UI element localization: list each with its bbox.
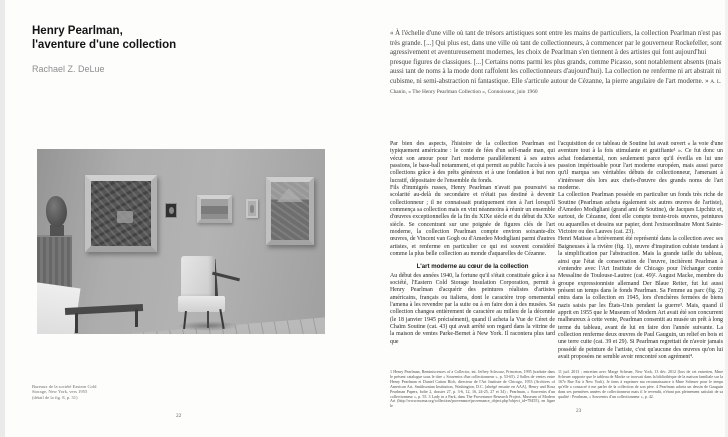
gallery-photo (37, 149, 325, 334)
bench-leg (75, 313, 78, 333)
epigraph-attribution: A. L. Chanin, « The Henry Pearlman Collection », Connoisseur, juin 1960 (390, 78, 722, 95)
chapter-title (32, 24, 332, 52)
armchair-seat (178, 296, 225, 312)
chapter-title-line2: l'aventure d'une collection (32, 39, 177, 51)
page-number-left: 22 (176, 413, 182, 419)
painting-large-left (85, 175, 157, 252)
painting-large-right (266, 177, 314, 245)
author-name: Rachael Z. DeLue (32, 64, 105, 74)
paragraph: La collection Pearlman possède en particulier un fonds très riche de Soutine (Pearlman acheta également six autres œuvres de l'artiste), d'Amedeo Modigliani (grand ami de Soutine), de Jacques Lipchitz et, surtout, de Cézanne, dont elle compte trente-trois œuvres, peintures ou aquarelles et dessins sur papier, dont l'extraordinaire Mont Sainte-Victoire ou des Lauves (cat. 23). (558, 192, 723, 236)
text-column-2 (558, 141, 723, 361)
painting-medium-center (197, 195, 232, 223)
armchair-leg (207, 311, 209, 328)
photo-caption-line1: Bureaux de la société Eastern Cold (32, 384, 97, 389)
epigraph-text: « À l'échelle d'une ville où tant de trésors artistiques sont entre les mains de particuliers, la collection Pearlman n'est pas très grande. [...] Qui plus est, dans une ville où tant de collectionneurs, à commencer par le gouverneur Rockefeller, sont agressivement et aventureusement modernes, les choix de Pearlman s'en tiennent à des artistes qui font aujourd'hui presque figures de classiques. [...] Certains noms parmi les plus grands, comme Picasso, sont notablement absents (mais aussi tant de noms à la mode dont raffolent les collectionneurs d'aujourd'hui). La collection ne renferme ni art abstrait ni cubisme, ni semi-abstraction ni fantastique. Elle s'articule autour de Cézanne, la pierre angulaire de l'art moderne. » (390, 30, 722, 85)
painting-detail (250, 205, 254, 213)
photo-caption-line3: (détail de la fig. 8, p. 31) (32, 394, 78, 400)
armchair-backrest (181, 256, 215, 300)
epigraph (390, 29, 723, 98)
section-heading: L'art moderne au cœur de la collection (416, 262, 529, 270)
footnotes-column-1: 1 Henry Pearlman, Reminiscences of a Collector, int. Jeffrey Schwarz, Princeton, 1995 (traduite dans le présent catalogue sous le titre « Souvenirs d'un collectionneur », p. 53-65). 2 Salles de ventes entre Henry Pearlman et Daniel Catton Rich, directeur de l'Art Institute de Chicago, 1953 (Archives of American Art, Smithsonian Institution, Washington, D.C. [abrégé ensuite en AAA], Henry and Rosa Pearlman Papers, boîte 2, dossier 27, p. 3-6, 12, 16, 24-25, 27 et 34) ; Pearlman, « Souvenirs d'un collectionneur », p. 55. 3 Lady in a Park, dans The Provenance Research Project, Museum of Modern Art (http://www.moma.org/collection/provenance/provenance_object.php?object_id=78455), en ligne le (390, 369, 555, 409)
painting-canvas (201, 199, 228, 219)
page-number-right: 23 (576, 408, 582, 414)
painting-small-dark (165, 203, 177, 218)
painting-detail (117, 211, 133, 223)
photo-caption-line2: Storage, New York, vers 1955 (32, 389, 88, 395)
bench-leg (135, 309, 138, 327)
footnotes-column-2: 11 juil. 2013 ; entretien avec Marge Scheuer, New York, 13 déc. 2012 (lors de cet entretien, Mme Scheuer rapporte que le tableau de Macke se trouvait dans la bibliothèque de la maison familiale sur la 167e Rue Est à New York). Je tiens à exprimer ma reconnaissance à Mme Scheuer pour le temps qu'elle a consacré à me parler de la collection de son père. 4 Pearlman acheta un dessin de Gauguin dans ses premières années de collectionneur mais il le revendit, n'étant pas pleinement satisfait de sa qualité : Pearlman, « Souvenirs d'un collectionneur », p. 42. (558, 369, 723, 399)
chapter-title-line1: Henry Pearlman, (32, 25, 123, 37)
paragraph: Henri Matisse a brièvement été représenté dans la collection avec ses Baigneuses à la rivière (fig. 1), œuvre d'inspiration cubiste tendant à la simplification par l'abstraction. Mais la grande taille du tableau, ainsi que l'état de conservation de l'œuvre, incitèrent Pearlman à s'entendre avec l'Art Institute de Chicago pour l'échanger contre Messaline de Toulouse-Lautrec (cat. 49)². August Macke, membre du groupe expressionniste allemand Der Blaue Reiter, fut lui aussi présent un temps dans le fonds Pearlman. Sa Femme au parc (fig. 2) entra dans la collection en 1945, lors d'enchères fermées de biens nazis saisis par les États-Unis pendant la guerre³. Mais, quand il apprit en 1955 que le Museum of Modern Art avait été son concurrent malheureux à cette vente, Pearlman consentit au musée un prêt à long terme du tableau, avant de lui en faire don l'année suivante. La collection renferme deux œuvres de Paul Gauguin, un relief en bois et une terre cuite (cat. 39 et 29). Si Pearlman regrettait de n'avoir jamais possédé de peinture de l'artiste, c'est qu'aucune des œuvres qu'on lui avait proposées ne semble avoir rencontré son agrément⁴. (558, 236, 723, 360)
paragraph: l'acquisition de ce tableau de Soutine lui avait ouvert « la voie d'une aventure tout à la fois stimulante et gratifiante¹ ». Ce fut donc un achat fondamental, non seulement parce qu'il éveilla en lui une passion impérissable pour l'art moderne européen, mais aussi parce qu'il marqua ses véritables débuts de collectionneur, l'amenant à s'intéresser dès lors aux chefs-d'œuvre des grands noms de l'art moderne. (558, 141, 723, 192)
bust-sculpture (46, 196, 67, 227)
photo-caption (32, 384, 152, 400)
portrait-face (169, 207, 174, 214)
paragraph: Fils d'immigrés russes, Henry Pearlman n'avait pas poursuivi sa scolarité au-delà du secondaire et n'était pas destiné à devenir collectionneur ; il ne connaissait pratiquement rien à l'art lorsqu'il commença sa collection mais en vint néanmoins à réunir un ensemble d'œuvres exceptionnelles de la fin du XIXe siècle et du début du XXe siècle. Se concentrant sur une poignée de figures clés de l'art moderne, la collection Pearlman compte environ soixante-dix œuvres, de Vincent van Gogh ou d'Amedeo Modigliani parmi d'autres artistes, et renferme en particulier ce qui est souvent considéré comme la plus belle collection au monde d'aquarelles de Cézanne. (390, 185, 555, 258)
left-edge-strip (0, 0, 5, 437)
paragraph: Au début des années 1940, la fortune qu'il s'était constituée grâce à sa société, l'Eastern Cold Storage Insulation Corporation, permit à Henry Pearlman d'acquérir des peintures réalistes d'artistes américains, français ou italiens, dont le caractère trop ornemental l'amena à les revendre par la suite ou à en faire don à des musées. Sa collection changea entièrement de caractère au milieu de la décennie (le 18 janvier 1945 précisément), quand il acheta la Vue de Céret de Chaïm Soutine (cat. 43) qui avait arrêté son regard dans la vitrine de la maison de ventes Parke-Bernet à New York. Il racontera plus tard que (390, 272, 555, 345)
text-column-1 (390, 141, 555, 346)
painting-small-center (246, 199, 258, 218)
paragraph: Par bien des aspects, l'histoire de la collection Pearlman est typiquement américaine : le conte de fées d'un self-made man, qui vécut son amour pour l'art moderne parallèlement à ses autres passions, le base-ball notamment, et qui permit au public l'accès à ses collections grâce à des prêts généreux et à une fondation à but non lucratif, dépositaire de l'ensemble du fonds. (390, 141, 555, 184)
